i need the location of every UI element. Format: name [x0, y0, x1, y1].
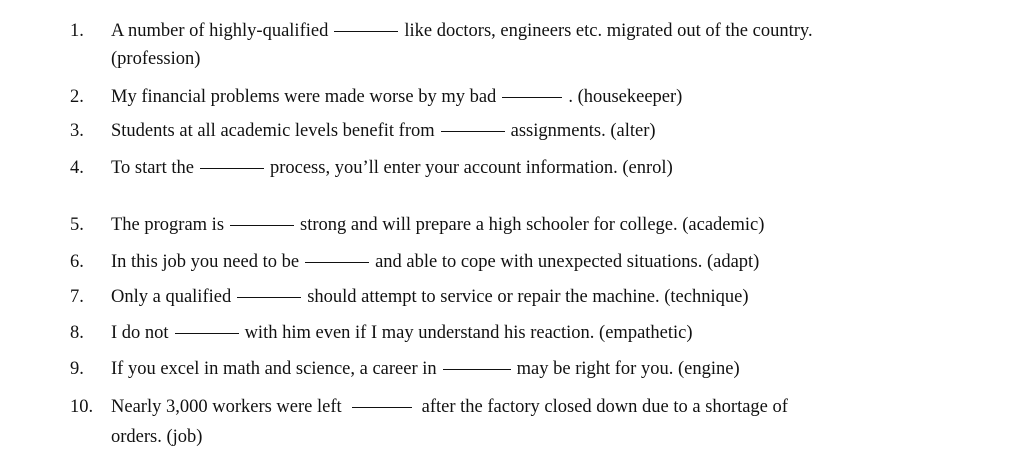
item-number: 9. — [70, 359, 84, 379]
item-text-before: Only a qualified — [111, 287, 232, 307]
item-text-after: . (housekeeper) — [568, 87, 683, 107]
item-text — [111, 394, 926, 421]
answer-blank[interactable] — [441, 130, 505, 132]
item-number: 4. — [70, 158, 84, 178]
answer-blank[interactable] — [305, 261, 369, 263]
item-text-after: and able to cope with unexpected situations. (adapt) — [375, 252, 760, 272]
item-number: 3. — [70, 121, 84, 141]
item-text-after: may be right for you. (engine) — [516, 359, 740, 379]
item-text — [111, 118, 926, 145]
item-text-before: I do not — [111, 323, 169, 343]
answer-blank[interactable] — [175, 332, 239, 334]
item-text-before: The program is — [111, 215, 225, 235]
item-number: 5. — [70, 215, 84, 235]
item-text-after: with him even if I may understand his reaction. (empathetic) — [244, 323, 693, 343]
item-number: 6. — [70, 252, 84, 272]
item-number: 7. — [70, 287, 84, 307]
item-text-after: like doctors, engineers etc. migrated out of the country. — [404, 21, 813, 41]
answer-blank[interactable] — [230, 224, 294, 226]
answer-blank[interactable] — [443, 368, 511, 370]
item-text-after: process, you’ll enter your account information. (enrol) — [269, 158, 673, 178]
item-text-after: assignments. (alter) — [510, 121, 656, 141]
item-text — [111, 84, 926, 111]
item-text-before: To start the — [111, 158, 194, 178]
item-text — [111, 249, 926, 276]
item-hint: (profession) — [111, 49, 201, 69]
item-hint: orders. (job) — [111, 427, 203, 447]
item-text-before: If you excel in math and science, a career in — [111, 359, 437, 379]
item-text-after: should attempt to service or repair the machine. (technique) — [307, 287, 749, 307]
item-text — [111, 356, 926, 383]
item-text — [111, 320, 926, 347]
item-number: 1. — [70, 21, 84, 41]
item-text — [111, 212, 926, 239]
item-text — [111, 155, 926, 182]
item-text — [111, 18, 926, 45]
item-number: 8. — [70, 323, 84, 343]
item-text-before: My financial problems were made worse by my bad — [111, 87, 497, 107]
answer-blank[interactable] — [352, 406, 412, 408]
item-text-before: Nearly 3,000 workers were left — [111, 397, 342, 417]
item-text-after: strong and will prepare a high schooler for college. (academic) — [300, 215, 765, 235]
item-text-after: after the factory closed down due to a shortage of — [421, 397, 788, 417]
item-number: 2. — [70, 87, 84, 107]
answer-blank[interactable] — [334, 30, 398, 32]
item-text-before: Students at all academic levels benefit from — [111, 121, 435, 141]
answer-blank[interactable] — [502, 96, 562, 98]
answer-blank[interactable] — [200, 167, 264, 169]
item-text-before: A number of highly-qualified — [111, 21, 329, 41]
item-text-before: In this job you need to be — [111, 252, 300, 272]
item-text — [111, 284, 926, 311]
answer-blank[interactable] — [237, 296, 301, 298]
item-number: 10. — [70, 397, 94, 417]
